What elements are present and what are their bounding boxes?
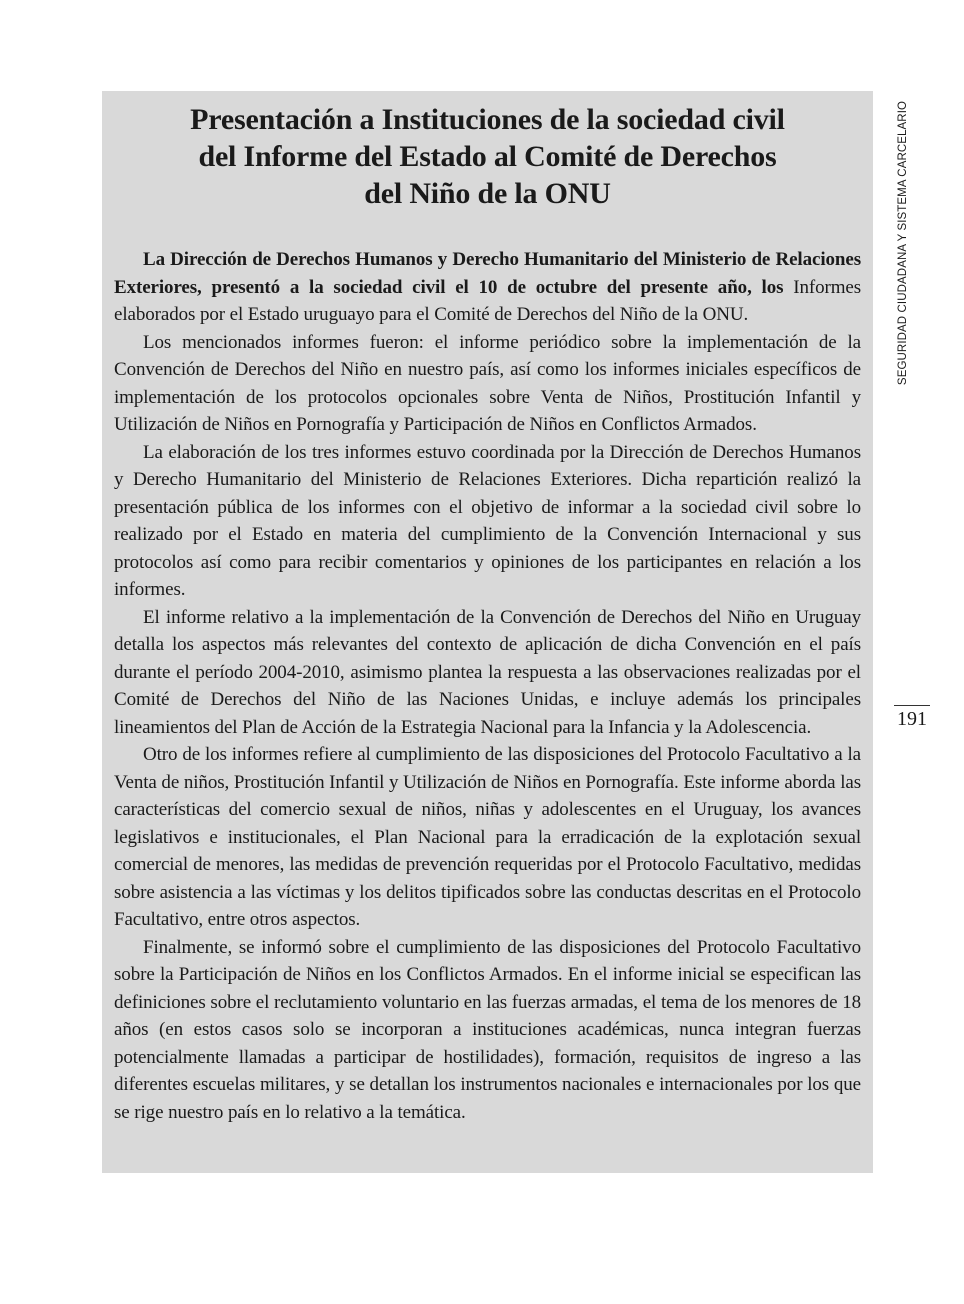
lead-paragraph bbox=[114, 246, 861, 329]
page-number: 191 bbox=[897, 708, 927, 730]
page-number-rule bbox=[894, 705, 930, 706]
running-head bbox=[896, 100, 910, 385]
title-line: del Informe del Estado al Comité de Derechos bbox=[198, 140, 777, 173]
article-box bbox=[102, 91, 873, 1173]
title-line: Presentación a Instituciones de la sociedad civil bbox=[190, 103, 785, 136]
body-paragraph: El informe relativo a la implementación de la Convención de Derechos del Niño en Uruguay detalla los aspectos más relevantes del contexto de aplicación de dicha Convención en el país durante el período 2004-2010, asimismo plantea la respuesta a las observaciones realizadas por el Comité de Derechos del Niño de las Naciones Unidas, e incluye además los principales lineamientos del Plan de Acción de la Estrategia Nacional para la Infancia y la Adolescencia. bbox=[114, 606, 861, 738]
body-paragraph: Los mencionados informes fueron: el informe periódico sobre la implementación de la Convención de Derechos del Niño en nuestro país, así como los informes iniciales específicos de implementación de los protocolos opcionales sobre Venta de Niños, Prostitución Infantil y Utilización de Niños en Pornografía y Participación de Niños en Conflictos Armados. bbox=[114, 331, 861, 435]
body-paragraph: Otro de los informes refiere al cumplimiento de las disposiciones del Protocolo Facultativo a la Venta de niños, Prostitución Infantil y Utilización de Niños en Pornografía. Este informe aborda las características del comercio sexual de niños, niñas y adolescentes en el Uruguay, los avances legislativos e institucionales, el Plan Nacional para la erradicación de la explotación sexual comercial de menores, las medidas de prevención requeridas por el Protocolo Facultativo, medidas sobre asistencia a las víctimas y los delitos tipificados sobre las conductas descritas en el Protocolo Facultativo, entre otros aspectos. bbox=[114, 744, 861, 930]
lead-text: Informes elaborados por el Estado uruguayo para el Comité de Derechos del Niño de la ONU. bbox=[114, 276, 862, 325]
body-paragraph: Finalmente, se informó sobre el cumplimiento de las disposiciones del Protocolo Facultativo sobre la Participación de Niños en los Conflictos Armados. En el informe inicial se especifican las definiciones sobre el reclutamiento voluntario en las fuerzas armadas, el tema de los menores de 18 años (en estos casos solo se incorporan a instituciones académicas, nunca integran fuerzas potencialmente llamadas a participar de hostilidades), formación, requisitos de ingreso a las diferentes escuelas militares, y se detallan los instrumentos nacionales e internacionales por los que se rige nuestro país en lo relativo a la temática. bbox=[114, 936, 861, 1123]
article-body bbox=[114, 246, 861, 1126]
title-line: del Niño de la ONU bbox=[364, 177, 611, 210]
running-head-text: SEGURIDAD CIUDADANA Y SISTEMA CARCELARIO bbox=[897, 100, 909, 385]
body-paragraph: La elaboración de los tres informes estuvo coordinada por la Dirección de Derechos Humanos y Derecho Humanitario del Ministerio de Relaciones Exteriores. Dicha repartición realizó la presentación pública de los informes con el objetivo de informar a la sociedad civil sobre lo realizado por el Estado en materia del cumplimiento de la Convención Internacional y sus protocolos así como para recibir comentarios y opiniones de los participantes en relación a los informes. bbox=[114, 441, 861, 600]
lead-bold-text: La Dirección de Derechos Humanos y Derecho Humanitario del Ministerio de Relaciones Exteriores, presentó a la sociedad civil el 10 de octubre del presente año, los bbox=[114, 249, 861, 298]
article-title bbox=[114, 101, 861, 212]
